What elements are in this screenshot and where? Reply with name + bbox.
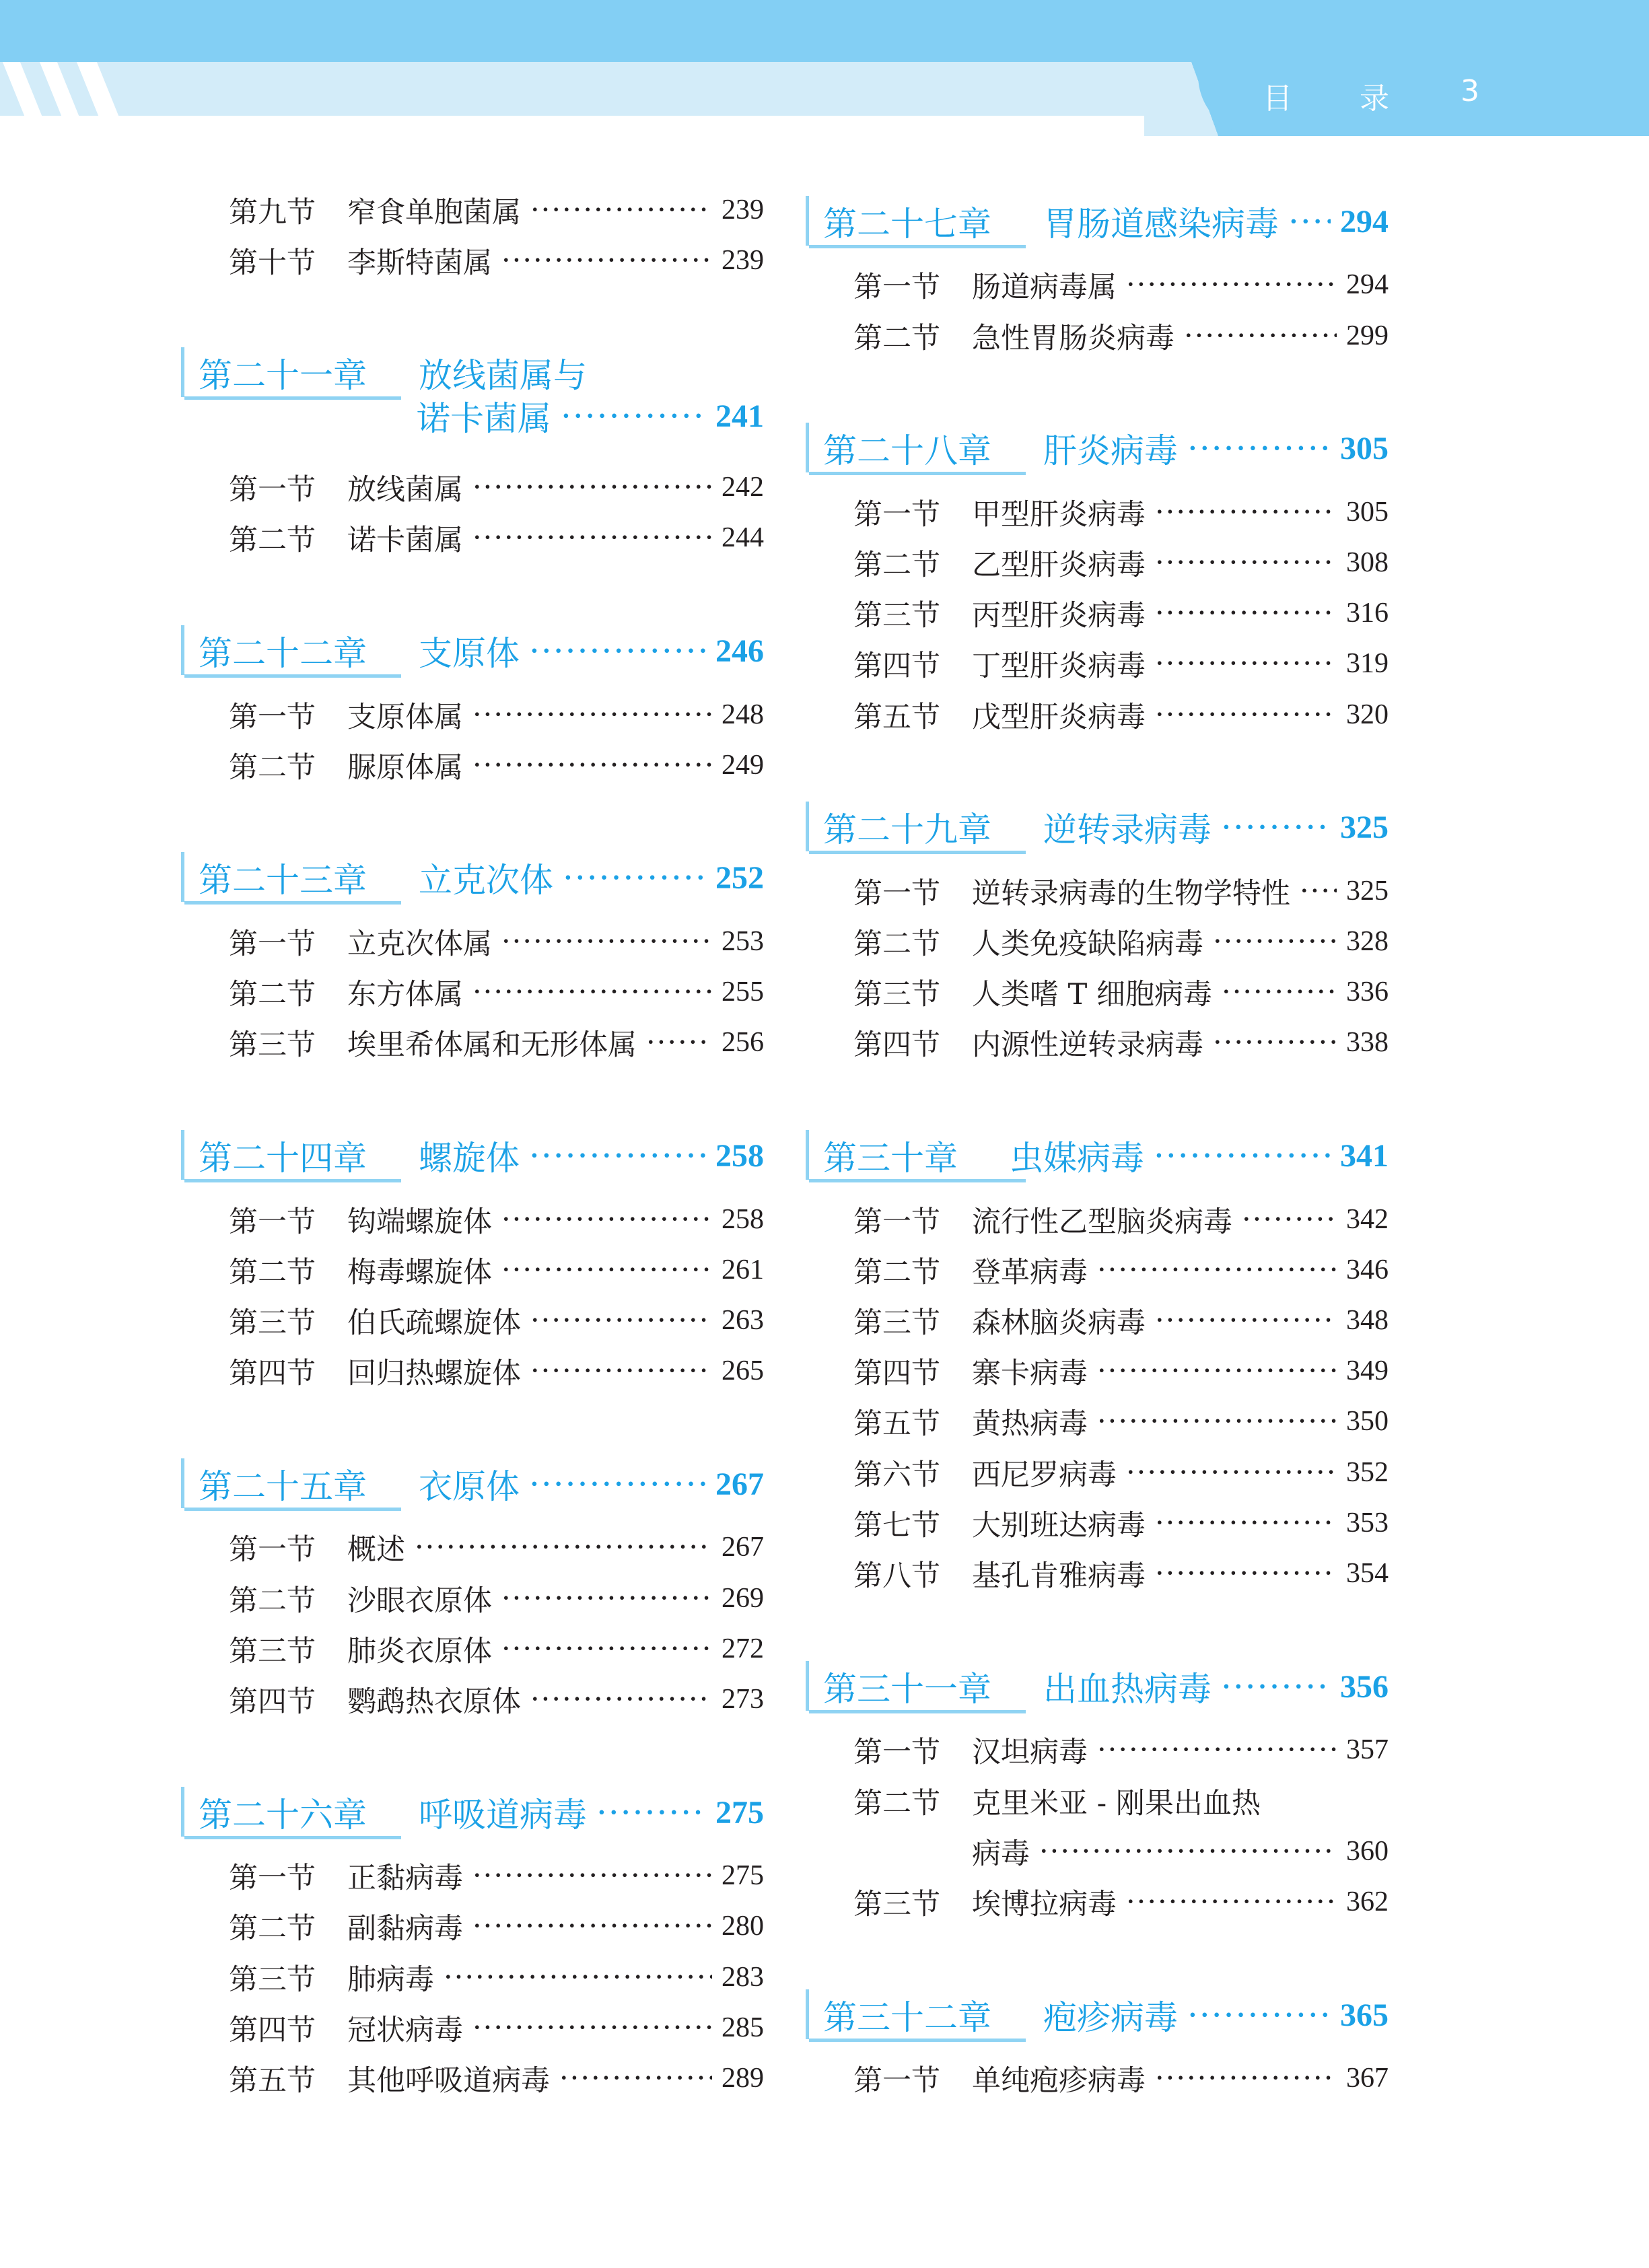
- section-page-number: 354: [1346, 1558, 1389, 1589]
- section-page-number: 272: [722, 1633, 764, 1664]
- section-title: 西尼罗病毒: [972, 1458, 1117, 1492]
- toc-section-entry[interactable]: [853, 1552, 1389, 1595]
- section-number: 第三节: [853, 1306, 940, 1340]
- toc-section-entry[interactable]: [229, 1021, 764, 1064]
- section-title: 梅毒螺旋体: [347, 1255, 492, 1289]
- section-number: 第二节: [229, 1255, 316, 1289]
- section-page-number: 336: [1346, 977, 1389, 1007]
- dot-leader: [1155, 1557, 1337, 1590]
- section-page-number: 248: [722, 699, 764, 730]
- section-title: 基孔肯雅病毒: [972, 1559, 1146, 1593]
- section-number: 第四节: [229, 1685, 316, 1719]
- section-page-number: 239: [722, 245, 764, 276]
- section-number: 第一节: [853, 1735, 940, 1769]
- section-number: 第五节: [853, 700, 940, 734]
- section-number: 第四节: [229, 2013, 316, 2047]
- section-title: 脲原体属: [347, 750, 463, 785]
- section-page-number: 289: [722, 2063, 764, 2094]
- toc-section-entry[interactable]: [229, 1349, 764, 1392]
- section-page-number: 261: [722, 1254, 764, 1285]
- section-number: 第四节: [853, 1028, 940, 1062]
- dot-leader: [1221, 808, 1331, 847]
- section-title: 克里米亚 - 刚果出血热: [972, 1786, 1261, 1820]
- toc-section-entry[interactable]: [229, 1299, 764, 1342]
- toc-section-entry[interactable]: [853, 1880, 1389, 1923]
- section-title: 丙型肝炎病毒: [972, 598, 1146, 633]
- toc-section-entry[interactable]: [853, 1248, 1389, 1291]
- dot-leader: [1097, 1733, 1337, 1767]
- section-page-number: 269: [722, 1583, 764, 1614]
- dot-leader: [1126, 268, 1337, 302]
- section-title: 埃里希体属和无形体属: [347, 1028, 637, 1062]
- section-number: 第五节: [229, 2063, 316, 2098]
- toc-section-entry[interactable]: [853, 642, 1389, 685]
- dot-leader: [1242, 1203, 1337, 1236]
- chapter-title: 胃肠道感染病毒: [1043, 205, 1279, 244]
- dot-leader: [501, 244, 712, 277]
- toc-section-entry[interactable]: [229, 1248, 764, 1291]
- section-page-number: 305: [1346, 497, 1389, 528]
- toc-section-entry[interactable]: [853, 1198, 1389, 1241]
- chapter-title: 螺旋体: [419, 1139, 520, 1178]
- chapter-page-number: 341: [1340, 1137, 1389, 1174]
- section-title: 肺病毒: [347, 1962, 434, 1997]
- dot-leader: [1039, 1835, 1337, 1868]
- toc-chapter-entry[interactable]: [806, 1134, 1389, 1177]
- section-title: 登革病毒: [972, 1255, 1088, 1289]
- section-number: 第一节: [229, 927, 316, 961]
- chapter-number: 第二十三章: [199, 861, 367, 900]
- chapter-number: 第二十九章: [823, 810, 991, 849]
- section-number: 第三节: [853, 977, 940, 1012]
- section-number: 第一节: [853, 270, 940, 304]
- section-page-number: 265: [722, 1355, 764, 1386]
- dot-leader: [501, 925, 712, 958]
- dot-leader: [472, 521, 712, 555]
- section-number: 第七节: [853, 1508, 940, 1543]
- toc-section-entry[interactable]: [853, 541, 1389, 584]
- dot-leader: [1187, 429, 1331, 468]
- section-title: 逆转录病毒的生物学特性: [972, 876, 1290, 911]
- section-title: 东方体属: [347, 977, 463, 1012]
- toc-section-entry[interactable]: [853, 263, 1389, 306]
- toc-section-entry[interactable]: [229, 1678, 764, 1721]
- section-number: 第二节: [229, 977, 316, 1012]
- section-page-number: 362: [1346, 1886, 1389, 1917]
- chapter-number: 第二十一章: [199, 356, 367, 395]
- chapter-page-number: 305: [1340, 430, 1389, 466]
- section-title: 汉坦病毒: [972, 1735, 1088, 1769]
- section-number: 第三节: [853, 598, 940, 633]
- toc-section-entry[interactable]: [853, 920, 1389, 963]
- dot-leader: [1213, 1026, 1337, 1059]
- dot-leader: [596, 1793, 706, 1832]
- dot-leader: [1097, 1405, 1337, 1438]
- section-page-number: 328: [1346, 926, 1389, 957]
- toc-section-entry[interactable]: [229, 1526, 764, 1569]
- section-number: 第一节: [229, 1861, 316, 1895]
- toc-section-entry[interactable]: [229, 1627, 764, 1670]
- toc-section-entry[interactable]: [229, 516, 764, 559]
- toc-section-entry[interactable]: [229, 1577, 764, 1620]
- section-page-number: 349: [1346, 1355, 1389, 1386]
- chapter-title: 衣原体: [419, 1467, 520, 1506]
- chapter-number: 第二十六章: [199, 1796, 367, 1835]
- section-title: 窄食单胞菌属: [347, 195, 521, 229]
- chapter-number: 第二十二章: [199, 634, 367, 673]
- dot-leader: [559, 2061, 712, 2095]
- dot-leader: [472, 470, 712, 504]
- section-number: 第二节: [229, 1911, 316, 1946]
- section-page-number: 239: [722, 194, 764, 225]
- section-page-number: 273: [722, 1684, 764, 1715]
- dot-leader: [472, 1909, 712, 1943]
- dot-leader: [1097, 1354, 1337, 1388]
- section-page-number: 275: [722, 1860, 764, 1891]
- toc-section-entry[interactable]: [853, 970, 1389, 1014]
- chapter-title: 疱疹病毒: [1043, 1998, 1178, 2037]
- dot-leader: [1288, 202, 1331, 241]
- toc-section-entry[interactable]: [853, 1400, 1389, 1443]
- section-title: 埃博拉病毒: [972, 1887, 1117, 1921]
- toc-section-entry[interactable]: [853, 693, 1389, 736]
- toc-section-entry[interactable]: [229, 744, 764, 787]
- chapter-number: 第二十五章: [199, 1467, 367, 1506]
- section-number: 第一节: [853, 2063, 940, 2098]
- chapter-page-number: 294: [1340, 203, 1389, 240]
- dot-leader: [529, 1464, 706, 1503]
- section-page-number: 357: [1346, 1734, 1389, 1765]
- section-title: 乙型肝炎病毒: [972, 548, 1146, 582]
- section-title: 大别班达病毒: [972, 1508, 1146, 1543]
- section-number: 第十节: [229, 246, 316, 280]
- section-title: 伯氏疏螺旋体: [347, 1306, 521, 1340]
- dot-leader: [444, 1960, 712, 1994]
- section-title: 沙眼衣原体: [347, 1584, 492, 1618]
- section-number: 第一节: [853, 876, 940, 911]
- header-band: [0, 62, 1225, 116]
- toc-section-entry[interactable]: [853, 870, 1389, 913]
- chapter-number: 第二十八章: [823, 431, 991, 470]
- toc-section-entry[interactable]: [229, 2006, 764, 2049]
- toc-section-entry[interactable]: [229, 1854, 764, 1897]
- section-number: 第一节: [229, 700, 316, 734]
- dot-leader: [1155, 1304, 1337, 1337]
- chapter-title: 肝炎病毒: [1043, 431, 1178, 470]
- chapter-page-number: 241: [715, 398, 764, 434]
- section-title: 放线菌属: [347, 472, 463, 507]
- dot-leader: [1155, 1506, 1337, 1540]
- dot-leader: [472, 748, 712, 782]
- section-page-number: 348: [1346, 1305, 1389, 1336]
- toc-section-entry[interactable]: [853, 1779, 1389, 1822]
- chapter-number: 第三十二章: [823, 1998, 991, 2037]
- section-title: 寨卡病毒: [972, 1356, 1088, 1390]
- toc-section-entry[interactable]: [229, 188, 764, 232]
- section-page-number: 283: [722, 1962, 764, 1993]
- section-title: 肺炎衣原体: [347, 1634, 492, 1668]
- section-number: 第二节: [853, 1255, 940, 1289]
- toc-section-entry[interactable]: [853, 491, 1389, 534]
- dot-leader: [1097, 1253, 1337, 1287]
- dot-leader: [1126, 1885, 1337, 1919]
- section-page-number: 360: [1346, 1836, 1389, 1867]
- section-number: 第四节: [229, 1356, 316, 1390]
- section-number: 第二节: [229, 523, 316, 557]
- chapter-page-number: 325: [1340, 809, 1389, 845]
- section-page-number: 256: [722, 1027, 764, 1058]
- toc-chapter-entry[interactable]: [806, 427, 1389, 470]
- chapter-number: 第二十四章: [199, 1139, 367, 1178]
- dot-leader: [1184, 319, 1337, 353]
- section-number: 第三节: [229, 1634, 316, 1668]
- section-page-number: 338: [1346, 1027, 1389, 1058]
- section-page-number: 263: [722, 1305, 764, 1336]
- chapter-title: 立克次体: [419, 861, 553, 900]
- section-page-number: 325: [1346, 876, 1389, 907]
- dot-leader: [646, 1026, 712, 1059]
- section-title: 内源性逆转录病毒: [972, 1028, 1203, 1062]
- chapter-title: 出血热病毒: [1043, 1670, 1212, 1709]
- section-title: 李斯特菌属: [347, 246, 492, 280]
- toc-chapter-entry[interactable]: [181, 629, 764, 672]
- section-title: 黄热病毒: [972, 1407, 1088, 1441]
- section-number: 第二节: [853, 321, 940, 355]
- dot-leader: [1155, 546, 1337, 579]
- chapter-title: 逆转录病毒: [1043, 810, 1212, 849]
- section-number: 第三节: [229, 1028, 316, 1062]
- section-number: 第二节: [853, 1786, 940, 1820]
- toc-chapter-entry[interactable]: [806, 1665, 1389, 1708]
- section-page-number: 353: [1346, 1508, 1389, 1538]
- section-title: 诺卡菌属: [347, 523, 463, 557]
- dot-leader: [1155, 495, 1337, 529]
- chapter-number: 第三十一章: [823, 1670, 991, 1709]
- header-title-char: 目: [1263, 81, 1292, 116]
- dot-leader: [561, 396, 706, 435]
- section-number: 第一节: [229, 1532, 316, 1567]
- section-page-number: 253: [722, 926, 764, 957]
- chapter-number: 第二十七章: [823, 205, 991, 244]
- section-number: 第三节: [229, 1962, 316, 1997]
- toc-section-entry[interactable]: [229, 1905, 764, 1948]
- section-number: 第二节: [229, 1584, 316, 1618]
- section-number: 第二节: [853, 548, 940, 582]
- section-title: 单纯疱疹病毒: [972, 2063, 1146, 2098]
- dot-leader: [1213, 925, 1337, 958]
- section-title: 鹦鹉热衣原体: [347, 1685, 521, 1719]
- dot-leader: [472, 2011, 712, 2045]
- section-page-number: 242: [722, 472, 764, 503]
- section-title: 正黏病毒: [347, 1861, 463, 1895]
- section-page-number: 249: [722, 750, 764, 781]
- section-title: 副黏病毒: [347, 1911, 463, 1946]
- section-number: 第四节: [853, 1356, 940, 1390]
- section-title: 戊型肝炎病毒: [972, 700, 1146, 734]
- toc-chapter-entry[interactable]: [181, 1462, 764, 1505]
- section-title: 立克次体属: [347, 927, 492, 961]
- chapter-title: 放线菌属与: [419, 356, 587, 395]
- section-page-number: 352: [1346, 1457, 1389, 1488]
- dot-leader: [501, 1632, 712, 1666]
- section-page-number: 280: [722, 1911, 764, 1942]
- toc-section-entry[interactable]: [853, 2057, 1389, 2100]
- dot-leader: [530, 1304, 712, 1337]
- chapter-page-number: 246: [715, 633, 764, 669]
- section-number: 第一节: [853, 1205, 940, 1239]
- section-page-number: 258: [722, 1204, 764, 1235]
- section-title: 钩端螺旋体: [347, 1205, 492, 1239]
- toc-section-entry[interactable]: [853, 1349, 1389, 1392]
- section-title: 甲型肝炎病毒: [972, 497, 1146, 532]
- section-title: 急性胃肠炎病毒: [972, 321, 1174, 355]
- toc-section-entry[interactable]: [229, 1198, 764, 1241]
- chapter-page-number: 258: [715, 1137, 764, 1174]
- toc-section-entry[interactable]: [229, 970, 764, 1014]
- chapter-title: 支原体: [419, 634, 520, 673]
- section-number: 第一节: [853, 497, 940, 532]
- toc-section-entry[interactable]: [853, 592, 1389, 635]
- toc-section-entry[interactable]: [229, 239, 764, 282]
- section-page-number: 255: [722, 977, 764, 1007]
- section-number: 第五节: [853, 1407, 940, 1441]
- header-title-char: 录: [1360, 81, 1389, 116]
- dot-leader: [501, 1253, 712, 1287]
- toc-chapter-entry-continued[interactable]: [417, 394, 764, 437]
- toc-section-entry[interactable]: [853, 1501, 1389, 1545]
- section-page-number: 244: [722, 522, 764, 553]
- section-page-number: 316: [1346, 598, 1389, 629]
- section-page-number: 342: [1346, 1204, 1389, 1235]
- section-page-number: 267: [722, 1532, 764, 1563]
- dot-leader: [472, 1859, 712, 1892]
- dot-leader: [1155, 647, 1337, 680]
- section-page-number: 320: [1346, 699, 1389, 730]
- section-number: 第二节: [853, 927, 940, 961]
- section-page-number: 346: [1346, 1254, 1389, 1285]
- dot-leader: [529, 631, 706, 670]
- dot-leader: [1155, 698, 1337, 732]
- section-number: 第三节: [853, 1887, 940, 1921]
- toc-section-entry[interactable]: [229, 466, 764, 509]
- chapter-page-number: 356: [1340, 1668, 1389, 1705]
- toc-chapter-entry[interactable]: [806, 1993, 1389, 2036]
- section-number: 第三节: [229, 1306, 316, 1340]
- section-title: 回归热螺旋体: [347, 1356, 521, 1390]
- section-title: 其他呼吸道病毒: [347, 2063, 550, 2098]
- toc-section-entry[interactable]: [853, 1451, 1389, 1494]
- dot-leader: [501, 1203, 712, 1236]
- section-title: 丁型肝炎病毒: [972, 649, 1146, 683]
- section-title: 概述: [347, 1532, 405, 1567]
- dot-leader: [472, 698, 712, 732]
- dot-leader: [1221, 1667, 1331, 1706]
- section-page-number: 350: [1346, 1406, 1389, 1437]
- section-title: 人类免疫缺陷病毒: [972, 927, 1203, 961]
- dot-leader: [530, 1354, 712, 1388]
- dot-leader: [529, 1136, 706, 1175]
- chapter-page-number: 267: [715, 1466, 764, 1502]
- dot-leader: [1126, 1456, 1337, 1489]
- section-number: 第六节: [853, 1458, 940, 1492]
- section-number: 第一节: [229, 1205, 316, 1239]
- section-title: 人类嗜 T 细胞病毒: [972, 977, 1213, 1012]
- toc-chapter-entry[interactable]: [181, 1134, 764, 1177]
- toc-section-entry[interactable]: [853, 1728, 1389, 1771]
- toc-section-entry[interactable]: [229, 1956, 764, 1999]
- toc-chapter-entry[interactable]: [181, 351, 764, 394]
- toc-section-entry[interactable]: [853, 1299, 1389, 1342]
- chapter-number: 第三十章: [823, 1139, 958, 1178]
- toc-section-entry[interactable]: [853, 1021, 1389, 1064]
- dot-leader: [472, 975, 712, 1009]
- section-page-number: 319: [1346, 648, 1389, 679]
- toc-chapter-entry[interactable]: [806, 200, 1389, 243]
- page-number: 3: [1461, 74, 1479, 108]
- section-number: 第一节: [229, 472, 316, 507]
- chapter-page-number: 365: [1340, 1997, 1389, 2033]
- dot-leader: [415, 1530, 712, 1564]
- section-number: 第四节: [853, 649, 940, 683]
- chapter-title: 虫媒病毒: [1010, 1139, 1144, 1178]
- section-number: 第九节: [229, 195, 316, 229]
- section-title: 森林脑炎病毒: [972, 1306, 1146, 1340]
- dot-leader: [1154, 1136, 1331, 1175]
- dot-leader: [501, 1582, 712, 1615]
- section-page-number: 294: [1346, 269, 1389, 300]
- section-number: 第八节: [853, 1559, 940, 1593]
- chapter-page-number: 275: [715, 1794, 764, 1831]
- section-title: 支原体属: [347, 700, 463, 734]
- chapter-title: 呼吸道病毒: [419, 1796, 587, 1835]
- toc-section-entry[interactable]: [853, 314, 1389, 357]
- dot-leader: [1187, 1995, 1331, 2034]
- toc-chapter-entry[interactable]: [181, 856, 764, 899]
- section-page-number: 299: [1346, 320, 1389, 351]
- dot-leader: [1155, 596, 1337, 630]
- dot-leader: [530, 193, 712, 227]
- section-title: 肠道病毒属: [972, 270, 1117, 304]
- toc-section-entry[interactable]: [229, 2057, 764, 2100]
- section-number: 第二节: [229, 750, 316, 785]
- toc-chapter-entry[interactable]: [181, 1791, 764, 1834]
- toc-section-entry[interactable]: [229, 693, 764, 736]
- section-page-number: 285: [722, 2012, 764, 2043]
- section-title: 冠状病毒: [347, 2013, 463, 2047]
- section-title: 流行性乙型脑炎病毒: [972, 1205, 1232, 1239]
- dot-leader: [563, 858, 706, 897]
- dot-leader: [1155, 2061, 1337, 2095]
- section-page-number: 367: [1346, 2063, 1389, 2094]
- section-title-line2: 病毒: [972, 1837, 1030, 1871]
- dot-leader: [530, 1682, 712, 1716]
- chapter-page-number: 252: [715, 859, 764, 896]
- dot-leader: [1222, 975, 1337, 1009]
- toc-chapter-entry[interactable]: [806, 806, 1389, 849]
- chapter-title-line2: 诺卡菌属: [417, 399, 551, 438]
- toc-section-entry[interactable]: [229, 920, 764, 963]
- toc-section-entry-continued[interactable]: [972, 1830, 1389, 1873]
- section-page-number: 308: [1346, 547, 1389, 578]
- dot-leader: [1300, 874, 1337, 908]
